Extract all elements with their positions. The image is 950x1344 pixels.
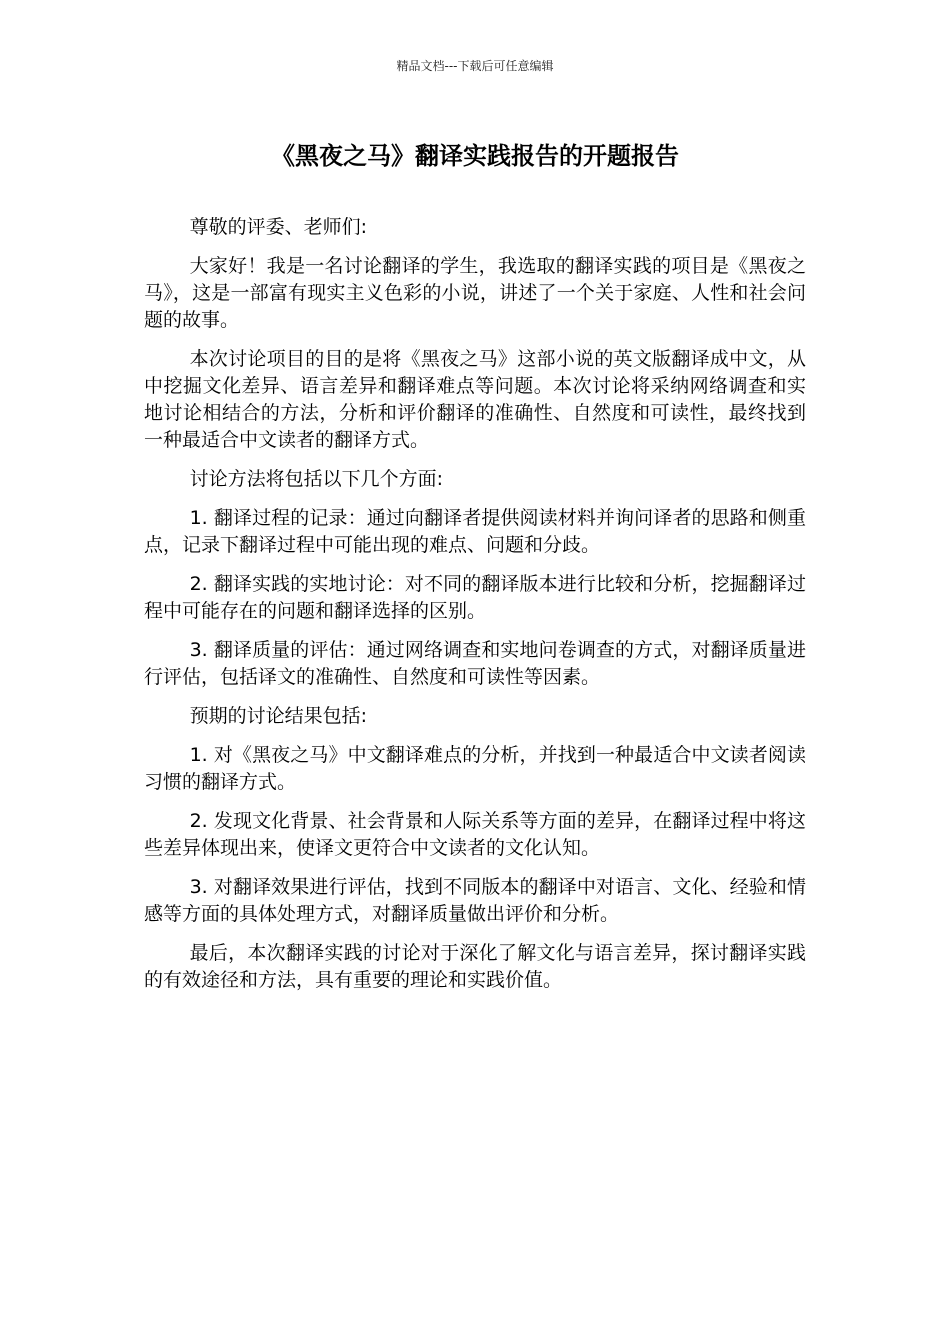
paragraph-result-2: 2. 发现文化背景、社会背景和人际关系等方面的差异，在翻译过程中将这些差异体现出来，使译文更符合中文读者的文化认知。 — [144, 810, 806, 859]
paragraph-methods-heading: 讨论方法将包括以下几个方面: — [189, 468, 443, 490]
paragraph-method-1: 1. 翻译过程的记录：通过向翻译者提供阅读材料并询问译者的思路和侧重点，记录下翻译过程中可能出现的难点、问题和分歧。 — [144, 507, 806, 556]
paragraph-results-heading: 预期的讨论结果包括: — [189, 705, 367, 727]
paragraph-introduction: 大家好！我是一名讨论翻译的学生，我选取的翻译实践的项目是《黑夜之马》，这是一部富有现实主义色彩的小说，讲述了一个关于家庭、人性和社会问题的故事。 — [144, 255, 806, 331]
paragraph-result-3: 3. 对翻译效果进行评估，找到不同版本的翻译中对语言、文化、经验和情感等方面的具体处理方式，对翻译质量做出评价和分析。 — [144, 876, 806, 925]
paragraph-conclusion: 最后，本次翻译实践的讨论对于深化了解文化与语言差异，探讨翻译实践的有效途径和方法，具有重要的理论和实践价值。 — [144, 942, 806, 991]
paragraph-method-3: 3. 翻译质量的评估：通过网络调查和实地问卷调查的方式，对翻译质量进行评估，包括译文的准确性、自然度和可读性等因素。 — [144, 639, 806, 688]
paragraph-method-2: 2. 翻译实践的实地讨论：对不同的翻译版本进行比较和分析，挖掘翻译过程中可能存在的问题和翻译选择的区别。 — [144, 573, 806, 622]
header-note: 精品文档---下载后可任意编辑 — [396, 59, 554, 73]
paragraph-result-1: 1. 对《黑夜之马》中文翻译难点的分析，并找到一种最适合中文读者阅读习惯的翻译方式。 — [144, 744, 806, 793]
paragraph-salutation: 尊敬的评委、老师们: — [189, 216, 367, 238]
paragraph-purpose: 本次讨论项目的目的是将《黑夜之马》这部小说的英文版翻译成中文，从中挖掘文化差异、语言差异和翻译难点等问题。本次讨论将采纳网络调查和实地讨论相结合的方法，分析和评价翻译的准确性、自然度和可读性，最终找到一种最适合中文读者的翻译方式。 — [144, 348, 806, 451]
document-title: 《黑夜之马》翻译实践报告的开题报告 — [271, 142, 679, 170]
document-body — [144, 214, 806, 1006]
